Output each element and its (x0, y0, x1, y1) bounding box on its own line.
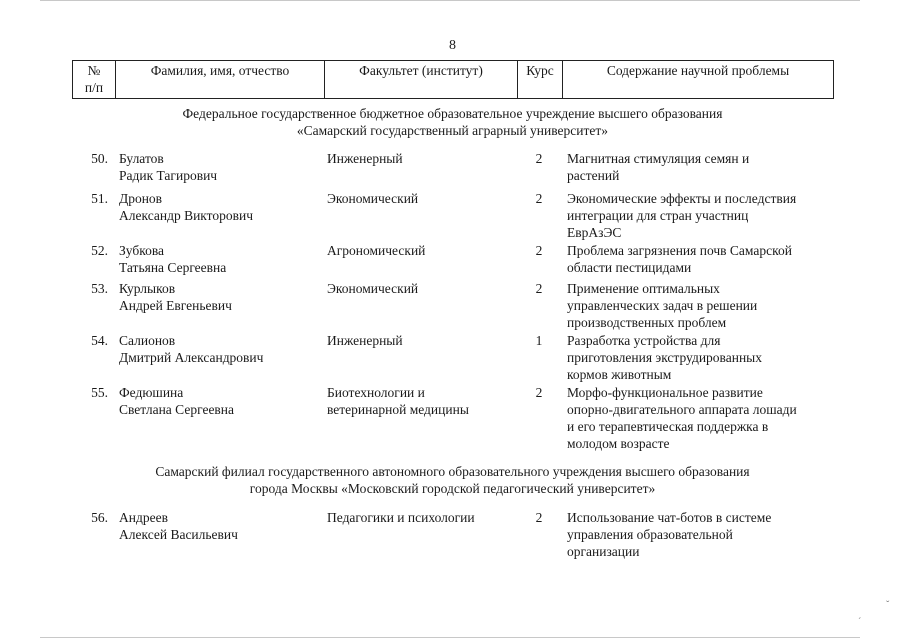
entry-surname: Федюшина (119, 385, 184, 400)
entry-number: 50. (91, 151, 108, 166)
entry-given-name: Татьяна Сергеевна (119, 260, 227, 275)
entry-surname: Андреев (119, 510, 168, 525)
entry-number: 53. (91, 281, 108, 296)
entry-faculty (327, 150, 517, 167)
topic-line: Разработка устройства для (567, 333, 721, 348)
scan-border-bottom (40, 637, 860, 638)
table-header (72, 60, 834, 99)
entry-surname: Дронов (119, 191, 163, 206)
entry-course: 1 (535, 333, 543, 348)
entry-surname: Салионов (119, 333, 176, 348)
topic-line: Применение оптимальных (567, 281, 720, 296)
page-number: 8 (449, 38, 456, 53)
faculty-line: Агрономический (327, 243, 426, 258)
entry-given-name: Андрей Евгеньевич (119, 298, 232, 313)
entry-name (119, 190, 319, 224)
entry-faculty (327, 242, 517, 259)
topic-line: управления образовательной (567, 527, 733, 542)
entry-given-name: Александр Викторович (119, 208, 254, 223)
organization-line: города Москвы «Московский городской педагогический университет» (249, 481, 656, 496)
entry-given-name: Алексей Васильевич (119, 527, 238, 542)
entry-surname: Булатов (119, 151, 164, 166)
header-number-sub: п/п (84, 80, 104, 95)
entry-given-name: Дмитрий Александрович (119, 350, 264, 365)
topic-line: растений (567, 168, 620, 183)
entry-name (119, 280, 319, 314)
topic-line: приготовления экструдированных (567, 350, 762, 365)
entry-topic (567, 280, 837, 331)
topic-line: Морфо-функциональное развитие (567, 385, 763, 400)
entry-name (119, 332, 319, 366)
entry-faculty (327, 190, 517, 207)
topic-line: Проблема загрязнения почв Самарской (567, 243, 792, 258)
organization-line: Самарский филиал государственного автономного образовательного учреждения высшего образования (155, 464, 750, 479)
faculty-line: Экономический (327, 281, 419, 296)
entry-topic (567, 332, 837, 383)
faculty-line: Инженерный (327, 151, 403, 166)
header-faculty: Факультет (институт) (325, 61, 518, 99)
entry-topic (567, 190, 837, 241)
entry-course: 2 (535, 510, 543, 525)
faculty-line: Педагогики и психологии (327, 510, 475, 525)
entry-course: 2 (535, 243, 543, 258)
entry-number: 54. (91, 333, 108, 348)
organization-heading (0, 463, 905, 497)
topic-line: интеграции для стран участниц (567, 208, 749, 223)
header-topic: Содержание научной проблемы (563, 61, 834, 99)
entry-faculty (327, 509, 517, 526)
entry-number: 55. (91, 385, 108, 400)
organization-heading (0, 105, 905, 139)
entry-topic (567, 509, 837, 560)
topic-line: области пестицидами (567, 260, 692, 275)
header-course: Курс (518, 61, 563, 99)
entry-number: 56. (91, 510, 108, 525)
entry-course: 2 (535, 191, 543, 206)
header-number-cell (73, 61, 116, 99)
entry-surname: Зубкова (119, 243, 165, 258)
entry-course: 2 (535, 281, 543, 296)
faculty-line: Биотехнологии и (327, 385, 425, 400)
faculty-line: ветеринарной медицины (327, 402, 469, 417)
topic-line: ЕврАзЭС (567, 225, 622, 240)
organization-line: Федеральное государственное бюджетное образовательное учреждение высшего образования (182, 106, 723, 121)
entry-faculty (327, 332, 517, 349)
organization-line: «Самарский государственный аграрный университет» (296, 123, 609, 138)
topic-line: молодом возрасте (567, 436, 670, 451)
entry-number: 52. (91, 243, 108, 258)
entry-given-name: Радик Тагирович (119, 168, 218, 183)
topic-line: опорно-двигательного аппарата лошади (567, 402, 797, 417)
topic-line: Магнитная стимуляция семян и (567, 151, 750, 166)
entry-name (119, 150, 319, 184)
topic-line: Использование чат-ботов в системе (567, 510, 772, 525)
entry-topic (567, 242, 837, 276)
entry-name (119, 509, 319, 543)
entry-surname: Курлыков (119, 281, 176, 296)
faculty-line: Инженерный (327, 333, 403, 348)
scan-border-top (40, 0, 860, 1)
faculty-line: Экономический (327, 191, 419, 206)
entry-number: 51. (91, 191, 108, 206)
entry-topic (567, 150, 837, 184)
scan-speck: ´ (858, 617, 862, 628)
scan-speck: ˇ (886, 600, 890, 611)
entry-name (119, 384, 319, 418)
topic-line: производственных проблем (567, 315, 727, 330)
entry-faculty (327, 280, 517, 297)
topic-line: Экономические эффекты и последствия (567, 191, 797, 206)
entry-course: 2 (535, 385, 543, 400)
topic-line: и его терапевтическая поддержка в (567, 419, 769, 434)
entry-course: 2 (535, 151, 543, 166)
topic-line: кормов животным (567, 367, 672, 382)
header-number: № (87, 63, 101, 78)
entry-name (119, 242, 319, 276)
topic-line: организации (567, 544, 640, 559)
entry-topic (567, 384, 837, 452)
entry-given-name: Светлана Сергеевна (119, 402, 235, 417)
entry-faculty (327, 384, 517, 418)
header-name: Фамилия, имя, отчество (116, 61, 325, 99)
topic-line: управленческих задач в решении (567, 298, 758, 313)
